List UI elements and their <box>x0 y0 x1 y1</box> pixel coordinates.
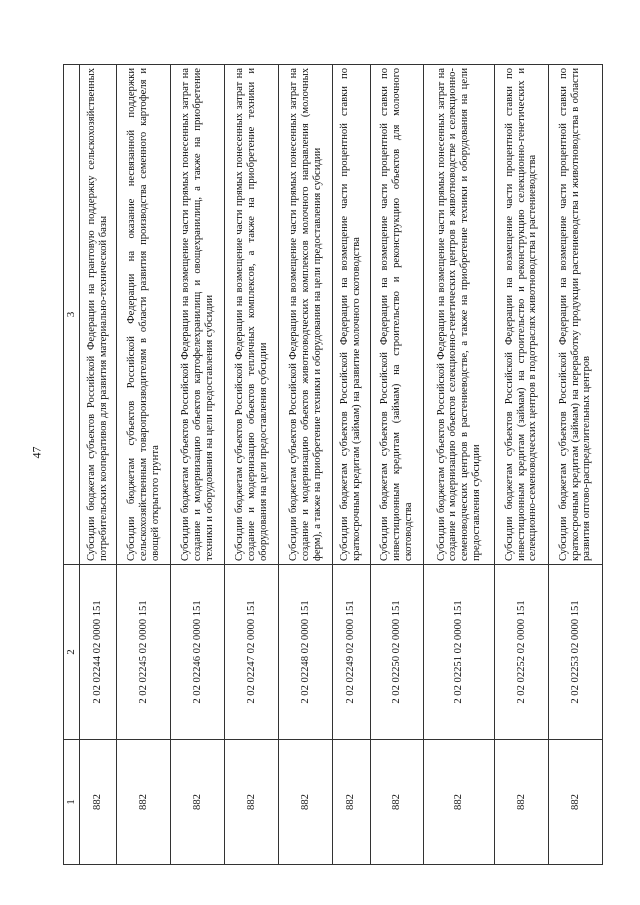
budget-code-cell: 2 02 02249 02 0000 151 <box>333 565 370 740</box>
description-cell: Субсидии бюджетам субъектов Российской Федерации на возмещение части процентной ставки по инвестиционным кредитам (займам) на строительство и реконструкцию селекционно-генетических и селекционно-семеноводческих центров в подотраслях животноводства и растениеводства <box>495 65 549 565</box>
admin-code-cell: 882 <box>333 740 370 865</box>
table-row <box>333 65 370 865</box>
admin-code-cell: 882 <box>117 740 171 865</box>
header-col-2: 2 <box>64 565 80 740</box>
admin-code-cell: 882 <box>370 740 424 865</box>
budget-code-cell: 2 02 02252 02 0000 151 <box>495 565 549 740</box>
header-col-3: 3 <box>64 65 80 565</box>
description-cell: Субсидии бюджетам субъектов Российской Федерации на возмещение части процентной ставки по краткосрочным кредитам (займам) на переработку продукции растениеводства и животноводства в области развития оптово-распределительных центров <box>548 65 602 565</box>
codes-table <box>63 64 603 865</box>
table-header-row <box>64 65 80 865</box>
table-container <box>63 65 603 865</box>
table-row <box>171 65 225 865</box>
table-row <box>225 65 279 865</box>
budget-code-cell: 2 02 02248 02 0000 151 <box>279 565 333 740</box>
budget-code-cell: 2 02 02247 02 0000 151 <box>225 565 279 740</box>
admin-code-cell: 882 <box>495 740 549 865</box>
budget-code-cell: 2 02 02245 02 0000 151 <box>117 565 171 740</box>
table-row <box>279 65 333 865</box>
description-cell: Субсидии бюджетам субъектов Российской Федерации на возмещение части прямых понесенных затрат на создание и модернизацию объектов картофелехранилищ и овощехранилищ, а также на приобретение техники и оборудования на цели предоставления субсидии <box>171 65 225 565</box>
table-row <box>548 65 602 865</box>
budget-code-cell: 2 02 02250 02 0000 151 <box>370 565 424 740</box>
admin-code-cell: 882 <box>279 740 333 865</box>
admin-code-cell: 882 <box>171 740 225 865</box>
description-cell: Субсидии бюджетам субъектов Российской Федерации на возмещение части процентной ставки по инвестиционным кредитам (займам) на строительство и реконструкцию объектов для молочного скотоводства <box>370 65 424 565</box>
budget-code-cell: 2 02 02244 02 0000 151 <box>80 565 117 740</box>
budget-code-cell: 2 02 02253 02 0000 151 <box>548 565 602 740</box>
table-row <box>80 65 117 865</box>
description-cell: Субсидии бюджетам субъектов Российской Федерации на возмещение части прямых понесенных затрат на создание и модернизацию объектов тепличных комплексов, а также на приобретение техники и оборудования на цели предоставления субсидии <box>225 65 279 565</box>
description-cell: Субсидии бюджетам субъектов Российской Федерации на возмещение части прямых понесенных затрат на создание и модернизацию объектов селекционно-генетических центров в животноводстве и селекционно-семеноводческих центров в растениеводстве, а также на приобретение техники и оборудования на цели предоставления субсидии <box>424 65 495 565</box>
description-cell: Субсидии бюджетам субъектов Российской Федерации на оказание несвязанной поддержки сельскохозяйственным товаропроизводителям в области развития производства семенного картофеля и овощей открытого грунта <box>117 65 171 565</box>
table-row <box>370 65 424 865</box>
budget-code-cell: 2 02 02251 02 0000 151 <box>424 565 495 740</box>
budget-code-cell: 2 02 02246 02 0000 151 <box>171 565 225 740</box>
table-row <box>495 65 549 865</box>
description-cell: Субсидии бюджетам субъектов Российской Федерации на грантовую поддержку сельскохозяйственных потребительских кооперативов для развития материально-технической базы <box>80 65 117 565</box>
description-cell: Субсидии бюджетам субъектов Российской Федерации на возмещение части процентной ставки по краткосрочным кредитам (займам) на развитие молочного скотоводства <box>333 65 370 565</box>
description-cell: Субсидии бюджетам субъектов Российской Федерации на возмещение части прямых понесенных затрат на создание и модернизацию объектов животноводческих комплексов молочного направления (молочных ферм), а также на приобретение техники и оборудования на цели предоставления субсидии <box>279 65 333 565</box>
admin-code-cell: 882 <box>548 740 602 865</box>
table-row <box>117 65 171 865</box>
table-row <box>424 65 495 865</box>
page-number: 47 <box>29 446 44 459</box>
admin-code-cell: 882 <box>80 740 117 865</box>
header-col-1: 1 <box>64 740 80 865</box>
admin-code-cell: 882 <box>424 740 495 865</box>
admin-code-cell: 882 <box>225 740 279 865</box>
